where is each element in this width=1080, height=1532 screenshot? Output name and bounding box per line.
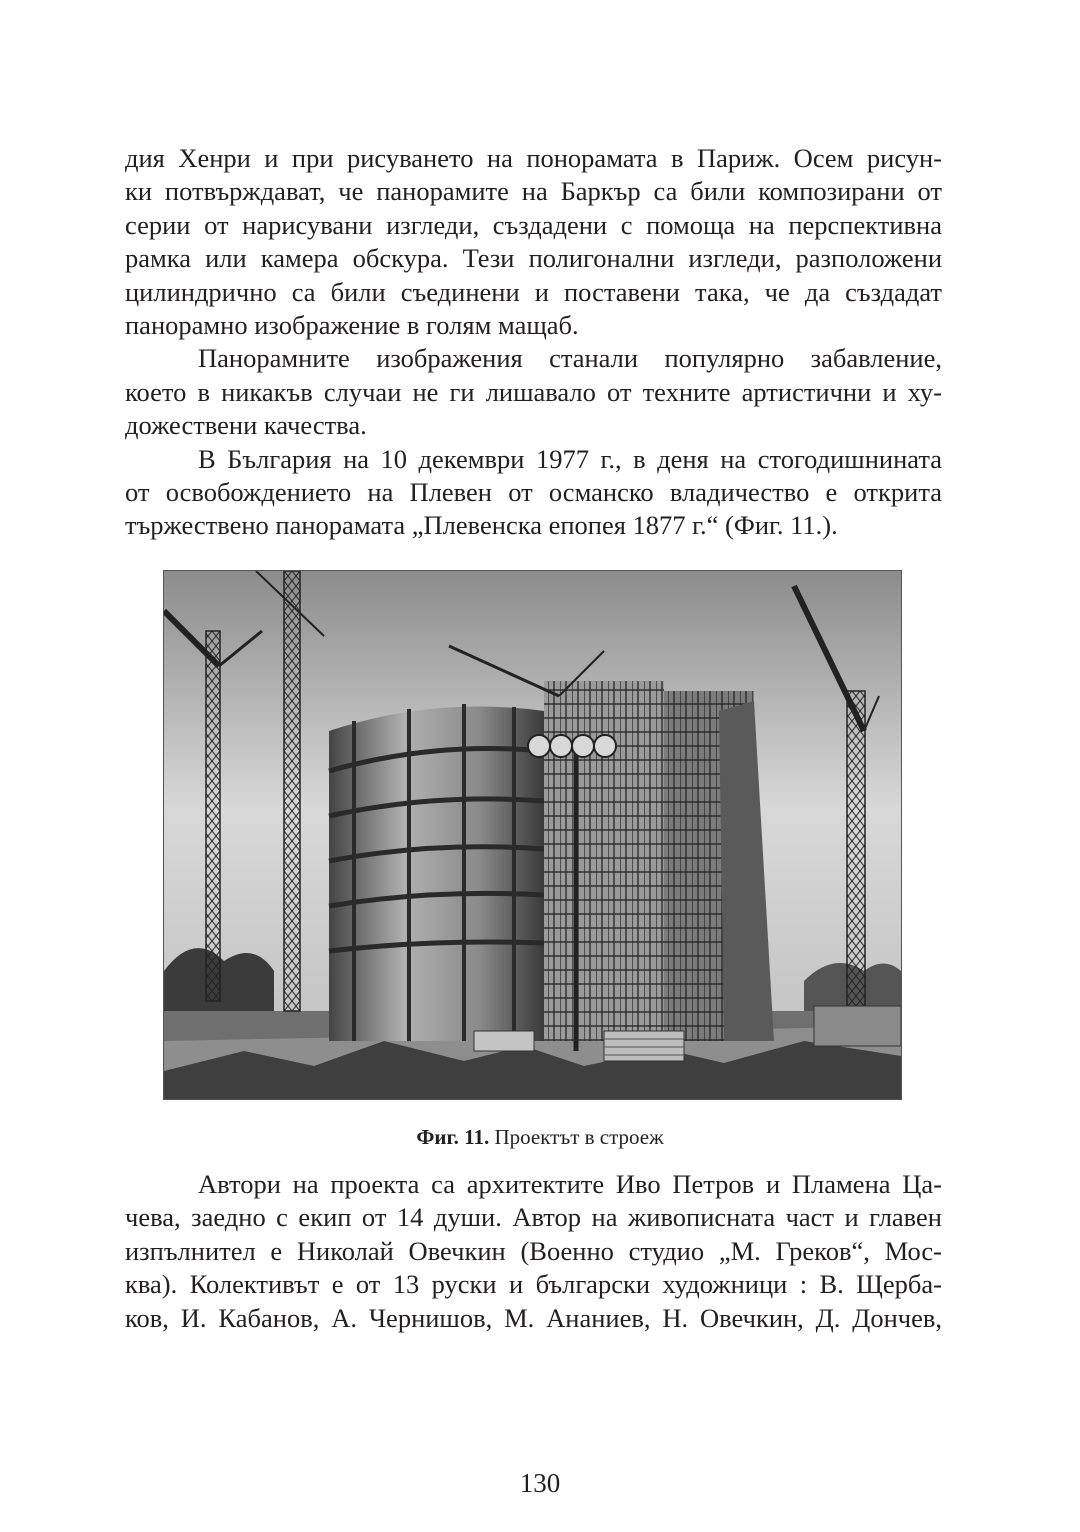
construction-photo xyxy=(163,570,902,1100)
paragraph-1 xyxy=(125,142,942,342)
text-line: панорамно изображение в голям мащаб. xyxy=(125,310,579,341)
text-line: тържествено панорамата „Плевенска епопея 1877 г.“ (Фиг. 11.). xyxy=(125,510,838,541)
figure-caption-text: Проектът в строеж xyxy=(494,1125,664,1149)
text-line: дия Хенри и при рисуването на понорамата в Париж. Осем рисун- xyxy=(125,143,942,173)
construction-photo-drawing xyxy=(164,571,901,1099)
paragraph-4 xyxy=(125,1168,942,1335)
text-line: изпълнител е Николай Овечкин (Военно студио „М. Греков“, Мос- xyxy=(125,1235,942,1266)
figure-label: Фиг. 11. xyxy=(416,1125,490,1149)
paragraph-2 xyxy=(125,342,942,442)
text-line: ков, И. Кабанов, А. Чернишов, М. Ананиев, Н. Овечкин, Д. Дончев, xyxy=(125,1302,942,1333)
text-line: ки потвърждават, че панорамите на Баркър са били композирани от xyxy=(125,176,942,207)
text-line: чева, заедно с екип от 14 души. Автор на живописната част и главен xyxy=(125,1202,942,1233)
page-number: 130 xyxy=(519,1468,561,1498)
figure-caption xyxy=(0,1125,1080,1150)
text-line: от освобождението на Плевен от османско владичество е открита xyxy=(125,477,942,508)
text-line: серии от нарисувани изгледи, създадени с помоща на перспективна xyxy=(125,209,942,240)
text-line: Панорамните изображения станали популярно забавление, xyxy=(198,343,942,374)
text-line: В България на 10 декември 1977 г., в деня на стогодишнината xyxy=(198,443,942,474)
text-line: Автори на проекта са архитектите Иво Петров и Пламена Ца- xyxy=(198,1169,942,1199)
text-block-bottom xyxy=(125,1168,942,1335)
text-line: което в никакъв случаи не ги лишавало от техните артистични и ху- xyxy=(125,376,942,407)
paragraph-3 xyxy=(125,443,942,543)
text-line: ква). Колективът е от 13 руски и български художници : В. Щерба- xyxy=(125,1269,942,1300)
text-block-top xyxy=(125,142,942,543)
text-line: цилиндрично са били съединени и поставени така, че да създадат xyxy=(125,276,942,307)
text-line: рамка или камера обскура. Тези полигонални изгледи, разположени xyxy=(125,243,942,274)
text-line: дожествени качества. xyxy=(125,410,367,441)
